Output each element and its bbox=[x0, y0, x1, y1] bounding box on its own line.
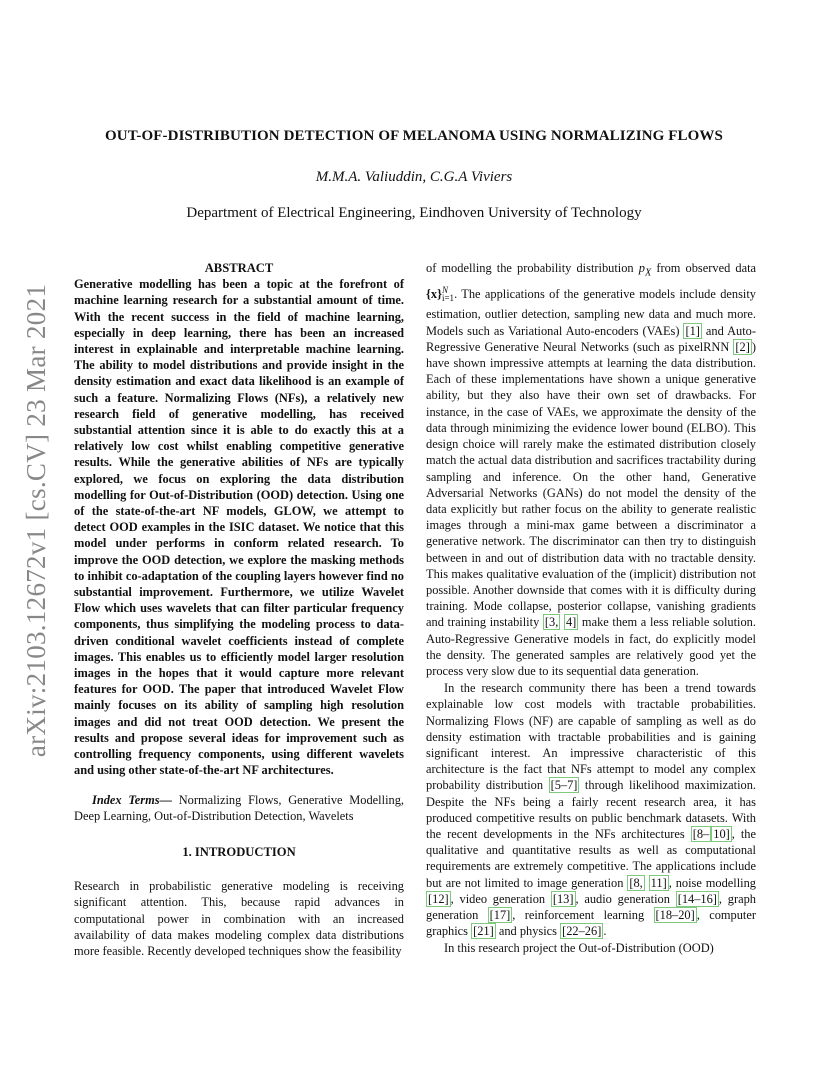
citation-link[interactable]: [22–26] bbox=[562, 924, 602, 939]
text-run: and Auto-Regressive Generative Neural Networks (such as pixelRNN bbox=[426, 323, 757, 354]
text-run: and physics bbox=[495, 924, 561, 939]
text-run: , noise modelling bbox=[668, 875, 756, 890]
text-run: through likelihood maximization. Despite the NFs being a fairly recent research area, it has produced competitive results on public benchmark datasets. With the recent developments in the NFs architectures bbox=[426, 778, 756, 841]
index-terms-text: Normalizing Flows, Generative Modelling, Deep Learning, Out-of-Distribution Detection, Wavelets bbox=[74, 792, 405, 823]
citation-link[interactable]: [21] bbox=[473, 924, 494, 939]
text-run: , graph generation bbox=[426, 891, 756, 922]
citation-link[interactable]: [14–16] bbox=[677, 891, 717, 906]
math-p-subscript: X bbox=[644, 267, 652, 279]
index-terms-separator: — bbox=[159, 792, 179, 807]
text-run: , computer graphics bbox=[426, 907, 756, 939]
introduction-paragraph-3: In this research project the Out-of-Distribution (OOD) bbox=[444, 941, 714, 956]
text-run: make them a less reliable solution. Auto-Regressive Generative models in fact, do explicitly model the density. The generated samples are relatively good yet the process very slow due to its sequential data generation. bbox=[426, 615, 756, 678]
math-p: p bbox=[638, 261, 645, 275]
introduction-paragraph-2 bbox=[426, 680, 756, 939]
arxiv-identifier bbox=[18, 285, 56, 755]
citation-link[interactable]: [12] bbox=[428, 891, 449, 906]
text-run: , reinforcement learning bbox=[512, 907, 654, 922]
paper-title: OUT-OF-DISTRIBUTION DETECTION OF MELANOMA USING NORMALIZING FLOWS bbox=[105, 128, 723, 144]
citation-link[interactable]: 10] bbox=[713, 826, 730, 841]
citation-link[interactable]: [13] bbox=[552, 891, 574, 906]
text-run: . bbox=[603, 924, 607, 939]
math-set-superscript: N bbox=[441, 284, 448, 295]
citation-link[interactable]: [3, bbox=[544, 615, 559, 630]
citation-link[interactable]: [18–20] bbox=[655, 907, 695, 922]
citation-link[interactable]: [8– bbox=[692, 826, 710, 841]
citation-link[interactable]: 11] bbox=[650, 875, 667, 890]
citation-link[interactable]: [17] bbox=[489, 907, 511, 922]
math-data-set bbox=[426, 284, 455, 304]
citation-link[interactable]: [8, bbox=[629, 875, 643, 890]
introduction-paragraph-1-continued bbox=[426, 260, 756, 679]
index-terms bbox=[74, 792, 404, 824]
citation-link[interactable]: 4] bbox=[565, 615, 577, 630]
text-run: , audio generation bbox=[575, 891, 676, 906]
text-run: from observed data bbox=[651, 261, 757, 275]
text-run: , the qualitative and quantitative results as well as computational requirements are extremely competitive. The applications include but are not limited to image generation bbox=[426, 826, 756, 890]
paper-authors: M.M.A. Valiuddin, C.G.A Viviers bbox=[315, 169, 513, 185]
arxiv-identifier-text: arXiv:2103.12672v1 [cs.CV] 23 Mar 2021 bbox=[21, 283, 52, 757]
right-column bbox=[426, 260, 756, 957]
index-terms-label: Index Terms bbox=[92, 792, 160, 807]
left-column bbox=[74, 260, 404, 959]
citation-link[interactable]: [1] bbox=[685, 323, 700, 338]
text-run: of modelling the probability distribution bbox=[426, 261, 639, 275]
abstract-text: Generative modelling has been a topic at the forefront of machine learning research for a substantial amount of time. With the recent success in the field of machine learning, especially in deep learning, there has been an increased interest in explainable and interpretable machine learning. The ability to model distributions and provide insight in the density estimation and exact data likelihood is an example of such a feature. Normalizing Flows (NFs), a relatively new research field of generative modelling, has received substantial attention since it is able to do exactly this at a relatively low cost whilst enabling competitive generative results. While the generative abilities of NFs are typically explored, we focus on exploring the data distribution modelling for Out-of-Distribution (OOD) detection. Using one of the state-of-the-art NF models, GLOW, we attempt to detect OOD examples in the ISIC dataset. We notice that this model under performs in conform related research. To improve the OOD detection, we explore the masking methods to inhibit co-adaptation of the coupling layers however find no substantial improvement. Furthermore, we utilize Wavelet Flow which uses wavelets that can filter particular frequency components, thus simplifying the modeling process to data-driven conditional wavelet coefficients instead of complete images. This enables us to efficiently model larger resolution images in the hopes that it would capture more relevant features for OOD. The paper that introduced Wavelet Flow mainly focuses on its ability of sampling high resolution images and did not treat OOD detection. We present the results and propose several ideas for improvement such as controlling frequency components, using different wavelets and using other state-of-the-art NF architectures. bbox=[74, 277, 404, 778]
introduction-paragraph-1: Research in probabilistic generative modeling is receiving significant attention. This, because rapid advances in computational power in combination with an increased availability of data makes modeling complex data distributions more feasible. Recently developed techniques show the feasibility bbox=[74, 879, 404, 958]
text-run: ) have shown impressive attempts at learning the data distribution. Each of these implementations have shown a unique generative ability, but they also have their own set of drawbacks. For instance, in the case of VAEs, we approximate the density of the data through minimizing the evidence lower bound (ELBO). This design choice will rarely make the estimated distribution closely match the actual data distribution and sacrifices tractability during sampling and inference. On the other hand, Generative Adversarial Networks (GANs) do not model the density of the data explicitly but rather focus on the ability to generate realistic images through a mini-max game between a discriminator a generative network. The discriminator can then try to distinguish between in and out of distribution data with no tractable density. This makes qualitative evaluation of the (implicit) distribution not possible. Another downside that comes with it is difficulty during training. Mode collapse, posterior collapse, vanishing gradients and training instability bbox=[426, 339, 756, 630]
citation-link[interactable]: [5–7] bbox=[550, 778, 578, 793]
math-px bbox=[638, 261, 652, 279]
math-set: {x} bbox=[426, 286, 442, 301]
math-set-subscript: i=1 bbox=[441, 293, 455, 304]
citation-link[interactable]: [2] bbox=[735, 339, 750, 354]
paper-affiliation: Department of Electrical Engineering, Eindhoven University of Technology bbox=[186, 205, 642, 221]
text-run: . The applications of the generative models include density estimation, outlier detection, sampling new data and much more. Models such as Variational Auto-encoders (VAEs) bbox=[426, 286, 756, 338]
text-run: , video generation bbox=[450, 891, 551, 906]
abstract-heading: ABSTRACT bbox=[204, 261, 274, 275]
text-run: In the research community there has been a trend towards explainable low cost models with tractable probabilities. Normalizing Flows (NF) are capable of sampling as well as do density estimation with tractable probabilities and is gaining significant interest. An impressive characteristic of this architecture is the fact that NFs attempt to model any complex probability distribution bbox=[426, 681, 756, 793]
introduction-heading: 1. INTRODUCTION bbox=[182, 844, 296, 859]
